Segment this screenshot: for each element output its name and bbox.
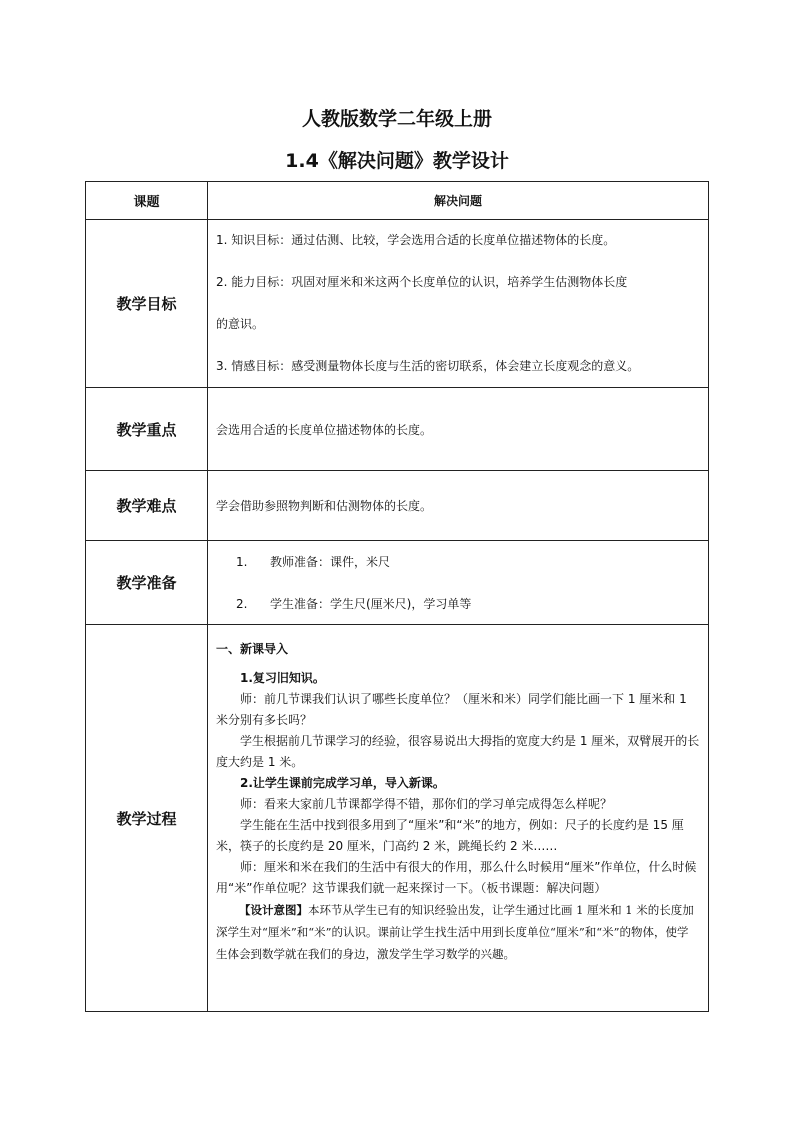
document-subtitle: 1.4《解决问题》教学设计: [285, 150, 509, 172]
process-paragraph: 师：厘米和米在我们的生活中有很大的作用，那么什么时候用“厘米”作单位，什么时候用“米”作单位呢？这节课我们就一起来探讨一下。（板书课题：解决问题）: [216, 860, 697, 895]
prep-item-number: 1.: [236, 554, 248, 569]
process-content: [208, 625, 709, 1012]
document-title: 人教版数学二年级上册: [301, 108, 492, 130]
prep-item: [236, 552, 708, 572]
design-intent-note: [216, 899, 700, 965]
table-row-topic: [86, 182, 709, 220]
table-row-preparation: [86, 541, 709, 625]
table-row-goals: [86, 220, 709, 388]
table-row-key-point: [86, 388, 709, 471]
goals-label: 教学目标: [86, 220, 208, 388]
goal-item: 的意识。: [216, 317, 265, 331]
process-label: 教学过程: [86, 625, 208, 1012]
process-paragraph: 师：看来大家前几节课都学得不错，那你们的学习单完成得怎么样呢？: [240, 797, 613, 811]
key-point-value: 会选用合适的长度单位描述物体的长度。: [208, 388, 709, 471]
prep-item-text: 学生准备：学生尺(厘米尺)，学习单等: [270, 596, 472, 611]
difficulty-label: 教学难点: [86, 471, 208, 541]
topic-label: 课题: [86, 182, 208, 220]
prep-item-text: 教师准备：课件，米尺: [270, 554, 391, 569]
topic-value: 解决问题: [208, 182, 709, 220]
prep-item: [236, 594, 708, 614]
goal-item: 3. 情感目标：感受测量物体长度与生活的密切联系，体会建立长度观念的意义。: [216, 359, 640, 373]
preparation-content: [208, 541, 709, 625]
prep-item-number: 2.: [236, 596, 248, 611]
process-paragraph: 学生能在生活中找到很多用到了“厘米”和“米”的地方，例如：尺子的长度约是 15 厘米，筷子的长度约是 20 厘米，门高约 2 米，跳绳长约 2 米……: [216, 818, 684, 853]
key-point-label: 教学重点: [86, 388, 208, 471]
process-subheading: 1.复习旧知识。: [240, 671, 325, 685]
difficulty-value: 学会借助参照物判断和估测物体的长度。: [208, 471, 709, 541]
goal-item: 1. 知识目标：通过估测、比较，学会选用合适的长度单位描述物体的长度。: [216, 233, 616, 247]
process-subheading: 2.让学生课前完成学习单，导入新课。: [240, 776, 445, 790]
design-intent-text: 本环节从学生已有的知识经验出发，让学生通过比画 1 厘米和 1 米的长度加深学生对“厘米”和“米”的认识。课前让学生找生活中用到长度单位“厘米”和“米”的物体，使学生体会到数学就在我们的身边，激发学生学习数学的兴趣。: [216, 903, 694, 961]
goal-item: 2. 能力目标：巩固对厘米和米这两个长度单位的认识，培养学生估测物体长度: [216, 275, 628, 289]
process-section-heading: 一、新课导入: [216, 642, 289, 656]
preparation-label: 教学准备: [86, 541, 208, 625]
lesson-plan-table: [85, 181, 709, 1012]
table-row-difficulty: [86, 471, 709, 541]
process-paragraph: 学生根据前几节课学习的经验，很容易说出大拇指的宽度大约是 1 厘米，双臂展开的长度大约是 1 米。: [216, 734, 700, 769]
design-intent-tag: 【设计意图】: [239, 903, 308, 917]
goals-content: [208, 220, 709, 388]
table-row-process: [86, 625, 709, 1012]
process-paragraph: 师：前几节课我们认识了哪些长度单位？（厘米和米）同学们能比画一下 1 厘米和 1 米分别有多长吗？: [216, 692, 687, 727]
